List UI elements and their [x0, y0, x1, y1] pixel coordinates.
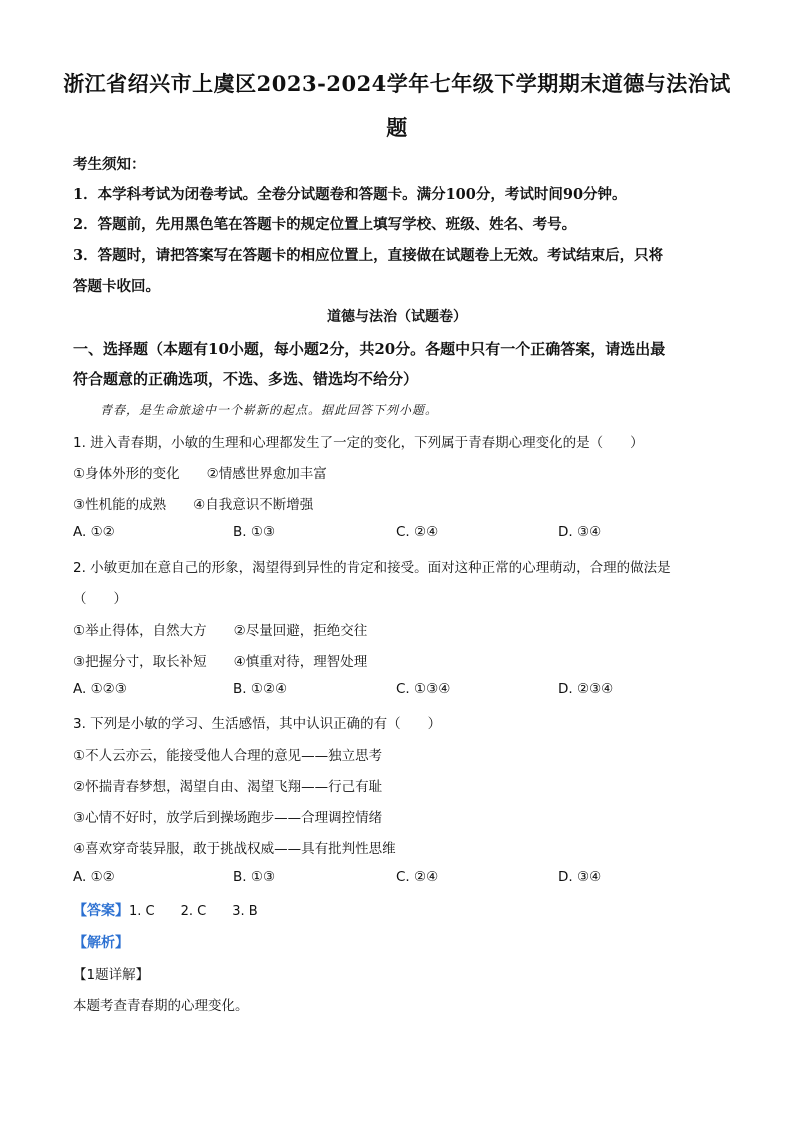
question-2-statements-2: ③把握分寸，取长补短 ④慎重对待，理智处理 — [73, 654, 368, 670]
question-1-option-b: B. ①③ — [233, 524, 276, 540]
part-one-heading-line2: 符合题意的正确选项，不选、多选、错选均不给分） — [73, 370, 419, 388]
question-intro: 青春，是生命旅途中一个崭新的起点。据此回答下列小题。 — [100, 403, 439, 417]
question-2-option-d: D. ②③④ — [558, 681, 614, 697]
answer-label: 【答案】 — [73, 903, 129, 919]
section-title: 道德与法治（试题卷） — [327, 309, 467, 325]
question-2-stem-cont: （ ） — [73, 591, 127, 607]
question-1-statements-1: ①身体外形的变化 ②情感世界愈加丰富 — [73, 466, 327, 482]
question-3-statement-2: ②怀揣青春梦想，渴望自由、渴望飞翔——行己有耻 — [73, 779, 383, 795]
analysis-line — [73, 932, 129, 952]
part-one-heading-line1: 一、选择题（本题有10小题，每小题2分，共20分。各题中只有一个正确答案，请选出最 — [73, 340, 666, 358]
question-3-option-c: C. ②④ — [396, 869, 439, 885]
document-title-line1: 浙江省绍兴市上虞区2023-2024学年七年级下学期期末道德与法治试 — [63, 71, 731, 96]
question-3-statement-1: ①不人云亦云，能接受他人合理的意见——独立思考 — [73, 748, 383, 764]
question-1-stem: 1. 进入青春期，小敏的生理和心理都发生了一定的变化，下列属于青春期心理变化的是（ ） — [73, 435, 644, 451]
analysis-detail-text: 本题考查青春期的心理变化。 — [73, 998, 249, 1014]
question-2-option-c: C. ①③④ — [396, 681, 451, 697]
question-2-statements-1: ①举止得体，自然大方 ②尽量回避，拒绝交往 — [73, 623, 368, 639]
document-title-line2: 题 — [386, 115, 408, 140]
question-3-stem: 3. 下列是小敏的学习、生活感悟，其中认识正确的有（ ） — [73, 716, 442, 732]
notice-item-3: 3．答题时，请把答案写在答题卡的相应位置上，直接做在试题卷上无效。考试结束后，只将 — [73, 247, 664, 264]
question-3-option-b: B. ①③ — [233, 869, 276, 885]
question-3-option-d: D. ③④ — [558, 869, 602, 885]
question-3-option-a: A. ①② — [73, 869, 115, 885]
notice-item-1: 1．本学科考试为闭卷考试。全卷分试题卷和答题卡。满分100分，考试时间90分钟。 — [73, 186, 627, 203]
answer-line — [73, 900, 258, 920]
notice-heading: 考生须知： — [73, 156, 146, 173]
question-2-option-b: B. ①②④ — [233, 681, 288, 697]
question-1-option-d: D. ③④ — [558, 524, 602, 540]
notice-item-2: 2．答题前，先用黑色笔在答题卡的规定位置上填写学校、班级、姓名、考号。 — [73, 216, 577, 233]
question-1-option-c: C. ②④ — [396, 524, 439, 540]
notice-item-3-cont: 答题卡收回。 — [73, 278, 160, 295]
question-2-option-a: A. ①②③ — [73, 681, 127, 697]
question-3-statement-4: ④喜欢穿奇装异服，敢于挑战权威——具有批判性思维 — [73, 841, 396, 857]
question-1-statements-2: ③性机能的成熟 ④自我意识不断增强 — [73, 497, 314, 513]
question-3-statement-3: ③心情不好时，放学后到操场跑步——合理调控情绪 — [73, 810, 383, 826]
question-2-stem: 2. 小敏更加在意自己的形象，渴望得到异性的肯定和接受。面对这种正常的心理萌动，合理的做法是 — [73, 560, 671, 576]
answer-text: 1. C 2. C 3. B — [129, 904, 258, 919]
question-1-option-a: A. ①② — [73, 524, 115, 540]
analysis-detail-label: 【1题详解】 — [73, 967, 150, 983]
analysis-label: 【解析】 — [73, 935, 129, 951]
